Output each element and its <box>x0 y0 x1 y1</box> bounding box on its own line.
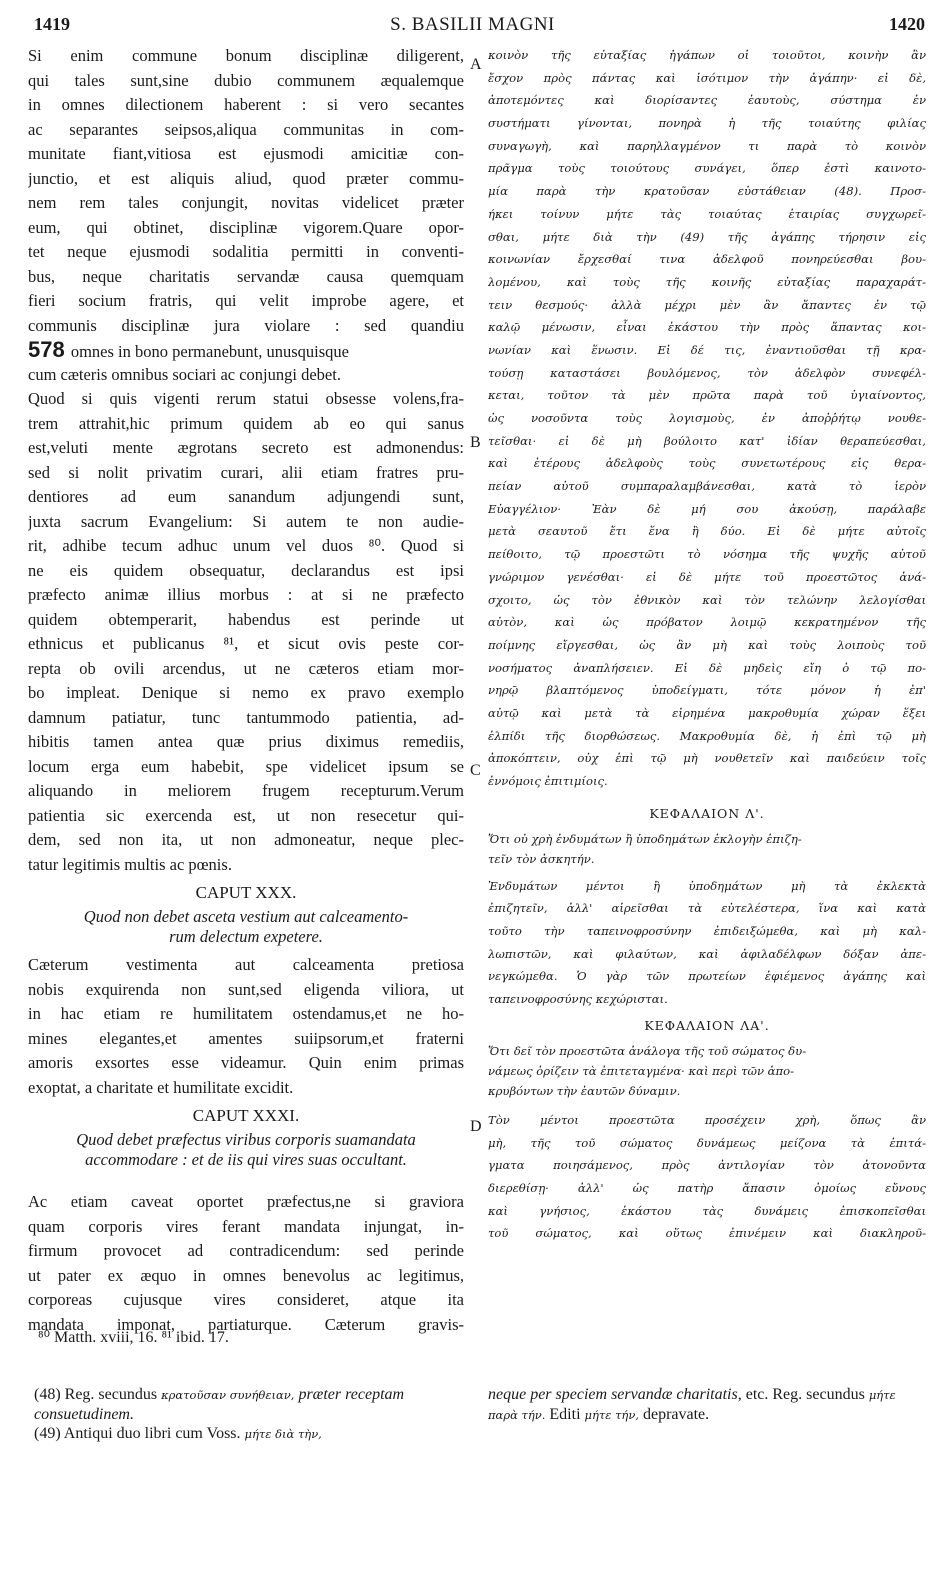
latin-line: repta ob ovili arcendus, ut ne cæteros etiam mor- <box>28 658 464 678</box>
latin-line: est,veluti mente ægrotans secreto est admonendus: <box>28 438 464 457</box>
greek-line: σχοιτο, ὡς τὸν ἐθνικὸν καὶ τὸν τελώνην λελογίσθαι <box>488 592 926 607</box>
subtitle-line: rum delectum expetere. <box>169 927 323 946</box>
latin-line: trem attrahit,hic primum quidem ab eo qui sanus <box>28 413 464 433</box>
greek-line: ταπεινοφροσύνης κεχώρισται. <box>488 992 668 1007</box>
latin-line: juxta sacrum Evangelium: Si autem te non audie- <box>28 511 464 531</box>
latin-caput-30-text <box>28 953 464 1100</box>
latin-line: fieri socium fratris, qui velit improbe agere, et <box>28 291 464 310</box>
subtitle-line: Ὅτι οὐ χρὴ ἐνδυμάτων ἢ ὑποδημάτων ἐκλογὴν ἐπιζη- <box>488 831 802 846</box>
latin-line: mines elegantes,et amentes suiipsorum,et fraterni <box>28 1028 464 1048</box>
greek-line: πρᾶγμα τοὺς τοιούτους συνάγει, ὅπερ ἐστὶ καινοτο- <box>488 161 926 176</box>
subtitle-line: τεῖν τὸν ἀσκητήν. <box>488 851 595 866</box>
latin-line: eum, qui obtinet, disciplinæ vigorem.Quare opor- <box>28 217 464 237</box>
greek-line: καὶ ἑτέρους ἀδελφοὺς τοὺς συνετωτέρους εἰς θερα- <box>488 456 926 471</box>
greek-line: τούσῃ καταστάσει βουλόμενος, τὸν ἀδελφὸν συνεφέλ- <box>488 365 926 380</box>
greek-line: ἐννόμοις ἐπιτιμίοις. <box>488 774 608 788</box>
margin-letter-a: A <box>470 56 482 73</box>
greek-line: λωπιστῶν, καὶ φιλαύτων, καὶ ἀφιλαδέλφων δόξαν ἀπε- <box>488 946 926 961</box>
greek-line: γνώριμον γενέσθαι· εἰ δὲ μήτε τοῦ προεστῶτος ἀνά- <box>488 569 926 584</box>
latin-line: dentiores ad eum sanandum adjungendi sunt, <box>28 487 464 506</box>
latin-line: quam corporis vires ferant mandata injungat, in- <box>28 1216 464 1236</box>
greek-line: κοινωνίαν ἔρχεσθαί τινα ἀδελφοῦ πονηρεύεσθαι βου- <box>488 252 926 267</box>
greek-kephalaion-31-text <box>488 1109 926 1245</box>
latin-line: corporeas cujusque vires consideret, atque ita <box>28 1290 464 1309</box>
footnote-48: (48) Reg. secundus κρατοῦσαν συνήθειαν, præter receptam consuetudinem. <box>34 1386 405 1423</box>
greek-line: ἀποτεμόντες καὶ διορίσαντες ἑαυτοὺς, σύστημα ἐν <box>488 93 926 108</box>
greek-line: λομένου, καὶ τοὺς τῆς κοινῆς εὐταξίας παραχαράτ- <box>488 274 926 289</box>
latin-line: tatur legitimis multis ac pœnis. <box>28 854 232 874</box>
latin-line: bus, neque charitatis servandæ causa quemquam <box>28 266 464 286</box>
latin-line: qui tales sunt,sine dubio communem æqualemque <box>28 70 464 90</box>
greek-line: αὐτὸν, καὶ ὡς πρόβατον λοιμῷ κεκρατημένον τῆς <box>488 615 926 630</box>
latin-column <box>28 44 464 1337</box>
latin-line: tet neque ejusmodi sodalitia permitti in conventi- <box>28 242 464 261</box>
greek-kephalaion-30-subtitle <box>488 829 926 869</box>
latin-paragraph-1 <box>28 44 464 877</box>
greek-line: ἔσχον πρὸς πάντας καὶ ἰσότιμον τὴν ἀγάπην· εἰ δὲ, <box>488 70 926 85</box>
latin-caput-31-title: CAPUT XXXI. <box>192 1106 300 1125</box>
latin-line: cum cæteris omnibus sociari ac conjungi debet. <box>28 364 341 384</box>
scripture-footnotes: ⁸⁰ Matth. xviii, 16. ⁸¹ ibid. 17. <box>38 1329 229 1346</box>
right-page-number: 1420 <box>889 14 925 34</box>
latin-line: nem rem tales conjungit, novitas videlicet præter <box>28 193 464 212</box>
latin-line: ut pater ex æquo in omnes benevolus ac legitimus, <box>28 1265 464 1285</box>
latin-line: in omnes dilectionem haberent : si vero secantes <box>28 95 464 114</box>
greek-line: Τὸν μέντοι προεστῶτα προσέχειν χρὴ, ὅπως ἂν <box>488 1112 926 1127</box>
latin-line: quidem obtemperarit, habendus est perinde ut <box>28 609 464 629</box>
greek-kephalaion-30-text <box>488 875 926 1011</box>
latin-line: firmum provocet ad contradicendum: sed perinde <box>28 1241 464 1260</box>
greek-line: ἐλπίδι τῆς διορθώσεως. Μακροθυμία δὲ, ἡ ἐπὶ τῷ μὴ <box>488 728 926 743</box>
latin-line: Cæterum vestimenta aut calceamenta pretiosa <box>28 955 464 974</box>
subtitle-line: Ὅτι δεῖ τὸν προεστῶτα ἀνάλογα τῆς τοῦ σώματος δυ- <box>488 1043 807 1058</box>
greek-kephalaion-31-title: ΚΕΦΑΛΑΙΟΝ ΛΑ'. <box>644 1017 770 1033</box>
greek-line: πείαν αὐτοῦ συμπαραλαμβάνεσθαι, κατὰ τὸ ἱερὸν <box>488 479 926 494</box>
latin-line: damnum patiatur, tunc tantummodo patientia, ad- <box>28 707 464 727</box>
latin-line: munitate fiant,vitiosa est ejusmodi amicitiæ con- <box>28 144 464 163</box>
latin-line: Ac etiam caveat oportet præfectus,ne si graviora <box>28 1192 464 1211</box>
greek-line: ἀποκόπτειν, οὐχ ἐπὶ τῷ μὴ νουθετεῖν καὶ παιδεύειν τοῖς <box>488 751 926 766</box>
greek-line: ποίμνης εἴργεσθαι, ὡς ἂν μὴ καὶ τοὺς λοιποὺς τοῦ <box>488 637 926 652</box>
latin-line: ac separantes seipsos,aliqua communitas in com- <box>28 119 464 139</box>
latin-line: 578 omnes in bono permanebunt, unusquisque <box>28 338 349 362</box>
greek-kephalaion-30-title: ΚΕΦΑΛΑΙΟΝ Λ'. <box>649 805 765 821</box>
latin-caput-31-text <box>28 1190 464 1337</box>
greek-line: καλῷ μένωσιν, εἶναι ἑκάστου τὴν πρὸς ἅπαντας κοι- <box>488 320 926 335</box>
greek-line: νωνίαν καὶ ἕνωσιν. Εἰ δέ τις, ἐναντιοῦσθαι τῇ κρα- <box>488 342 926 357</box>
greek-line: ήκει τοίνυν μήτε τὰς τοιαύτας ἑταιρίας συγχωρεῖ- <box>488 206 926 221</box>
latin-line: mandata imponat, partiaturque. Cæterum gravis- <box>28 1314 464 1334</box>
subtitle-line: κρυβόντων τὴν ἑαυτῶν δύναμιν. <box>488 1083 681 1098</box>
latin-line: junctio, et est aliquis aliud, quod præter commu- <box>28 168 464 188</box>
latin-line: in hac etiam re humilitatem ostendamus,et ne ho- <box>28 1004 464 1023</box>
latin-line: sed si nolit privatim curari, alii etiam fratres pru- <box>28 462 464 482</box>
greek-line: τεῖσθαι· εἰ δὲ μὴ βούλοιτο κατ' ἰδίαν θεραπεύεσθαι, <box>488 433 926 448</box>
running-title: S. BASILII MAGNI <box>390 14 555 35</box>
greek-line: ὡς νοσοῦντα τοὺς λογισμοὺς, ἐν ἀποῤῥήτῳ νουθε- <box>488 411 926 425</box>
greek-line: τοῦτο τὴν ταπεινοφροσύνην ἐπιδειξώμεθα, καὶ μὴ καλ- <box>488 924 926 939</box>
latin-line: ethnicus et publicanus ⁸¹, et sicut ovis peste cor- <box>28 634 464 653</box>
greek-line: γματα ποιησάμενος, πρὸς ἀντιλογίαν τὸν ἀτονοῦντα <box>488 1158 926 1173</box>
margin-letter-c: C <box>470 762 481 779</box>
greek-line: τοῦ σώματος, καὶ οὕτως ἐπινέμειν καὶ διακληροῦ- <box>488 1226 926 1241</box>
latin-line: exoptat, a charitate et humilitate excidit. <box>28 1077 294 1097</box>
latin-line: ne eis quidem obsequatur, declarandus est ipsi <box>28 560 464 580</box>
greek-line: μετὰ σεαυτοῦ ἔτι ἕνα ἢ δύο. Εἰ δὲ μήτε αὐτοῖς <box>488 524 926 539</box>
greek-line: μία παρὰ τὴν κρατοῦσαν εὐστάθειαν (48). Προσ- <box>488 184 926 199</box>
greek-line: Εὐαγγέλιον· Ἐὰν δὲ μή σου ἀκούσῃ, παράλαβε <box>488 501 926 516</box>
left-page-number: 1419 <box>34 14 70 34</box>
greek-line: ἐπιζητεῖν, ἀλλ' αἱρεῖσθαι τὰ εὐτελέστερα, ἵνα καὶ κατὰ <box>488 901 926 916</box>
greek-line: πείθοιτο, τῷ προεστῶτι τὸ νόσημα τῆς ψυχῆς αὐτοῦ <box>488 547 926 562</box>
latin-line: bo impleat. Denique si nemo ex pravo exemplo <box>28 683 464 702</box>
greek-paragraph-1 <box>488 44 926 793</box>
latin-line: Quod si quis vigenti rerum statui obsesse volens,fra- <box>28 389 464 408</box>
greek-line: καὶ γνήσιος, ἑκάστου τὰς δυνάμεις ἐπισκοπεῖσθαι <box>488 1203 926 1218</box>
subtitle-line: νάμεως ὁρίζειν τὰ ἐπιτεταγμένα· καὶ περὶ τῶν ἀπο- <box>488 1063 795 1078</box>
editorial-footnotes-right: neque per speciem servandæ charitatis, etc. Reg. secundus μήτε παρὰ τήν. Editi μήτε τήν, depravate. <box>488 1386 896 1423</box>
latin-line: locum erga eum habebit, spe videlicet ipsum se <box>28 756 464 776</box>
latin-line: rit, adhibe tecum adhuc unum vel duos ⁸⁰. Quod si <box>28 536 464 555</box>
greek-line: αὐτῷ καὶ μετὰ τὰ εἰρημένα μακροθυμία χώραν ἕξει <box>488 705 926 720</box>
greek-line: συναγωγὴ, καὶ παρηλλαγμένον τι παρὰ τὸ κοινὸν <box>488 138 926 153</box>
margin-letter-d: D <box>470 1118 482 1135</box>
latin-caput-30-title: CAPUT XXX. <box>195 883 297 902</box>
greek-line: Ἐνδυμάτων μέντοι ἢ ὑποδημάτων μὴ τὰ ἐκλεκτὰ <box>488 878 926 893</box>
subtitle-line: Quod non debet asceta vestium aut calceamento- <box>83 907 409 926</box>
subtitle-line: Quod debet præfectus viribus corporis suamandata <box>76 1130 416 1149</box>
greek-line: νηρῷ βλαπτόμενος ὑποδείγματι, τότε μόνον ἡ ἐπ' <box>488 683 926 698</box>
latin-line: nobis exquirenda non sunt,sed eligenda viliora, ut <box>28 979 464 999</box>
latin-caput-30-subtitle <box>28 907 464 947</box>
margin-number: 578 <box>28 338 71 362</box>
greek-line: τειν θεσμούς· ἀλλὰ μέχρι μὲν ἂν ἅπαντες ἐν τῷ <box>488 297 926 312</box>
greek-line: νεγκώμεθα. Ὁ γὰρ τῶν πρωτείων ἐφιέμενος ἀγάπης καὶ <box>488 969 926 984</box>
greek-line: κοινὸν τῆς εὐταξίας ἠγάπων οἱ τοιοῦτοι, κοινὴν ἂν <box>488 48 926 62</box>
greek-line: μὴ, τῆς τοῦ σώματος δυνάμεως μείζονα τὰ ἐπιτά- <box>488 1135 926 1150</box>
latin-line: amoris exsortes esse videamur. Quin enim primas <box>28 1053 464 1072</box>
editorial-footnotes-left <box>34 1385 474 1444</box>
footnote-49: (49) Antiqui duo libri cum Voss. μήτε διὰ τὴν, <box>34 1425 322 1442</box>
latin-line: præfecto animæ illius morbus : at si ne præfecto <box>28 585 464 604</box>
latin-line: patientia sic exercenda est, ut non resecetur qui- <box>28 805 464 825</box>
greek-line: νοσήματος ἀναπλήσειεν. Εἰ δὲ μηδεὶς εἴη ὁ τῷ πο- <box>488 660 926 675</box>
greek-kephalaion-31-subtitle <box>488 1041 926 1101</box>
subtitle-line: accommodare : et de iis qui vires suas occultant. <box>85 1150 407 1169</box>
greek-column <box>488 44 926 1245</box>
latin-line: communis disciplinæ jura violare : sed quandiu <box>28 315 464 335</box>
latin-line: aliquando in meliorem frugem recepturum.Verum <box>28 781 464 800</box>
margin-letter-b: B <box>470 434 481 451</box>
latin-line: dem, sed non ita, ut non admoneatur, neque plec- <box>28 830 464 849</box>
greek-line: συστήματι γίνονται, πονηρὰ ἡ τῆς τοιαύτης φιλίας <box>488 116 926 131</box>
latin-line: hibitis tamen antea quæ prius diximus remediis, <box>28 732 464 751</box>
greek-line: κεται, τοῦτον τὰ μὲν πρῶτα παρὰ τοῦ ὑγιαίνοντος, <box>488 388 926 403</box>
latin-line: Si enim commune bonum disciplinæ diligerent, <box>28 46 464 65</box>
latin-caput-31-subtitle <box>28 1130 464 1170</box>
greek-line: διερεθίσῃ· ἀλλ' ὡς πατὴρ ἅπασιν ὁμοίως εὔνους <box>488 1180 926 1195</box>
greek-line: σθαι, μήτε διὰ τὴν (49) τῆς ἀγάπης τήρησιν εἰς <box>488 229 926 244</box>
